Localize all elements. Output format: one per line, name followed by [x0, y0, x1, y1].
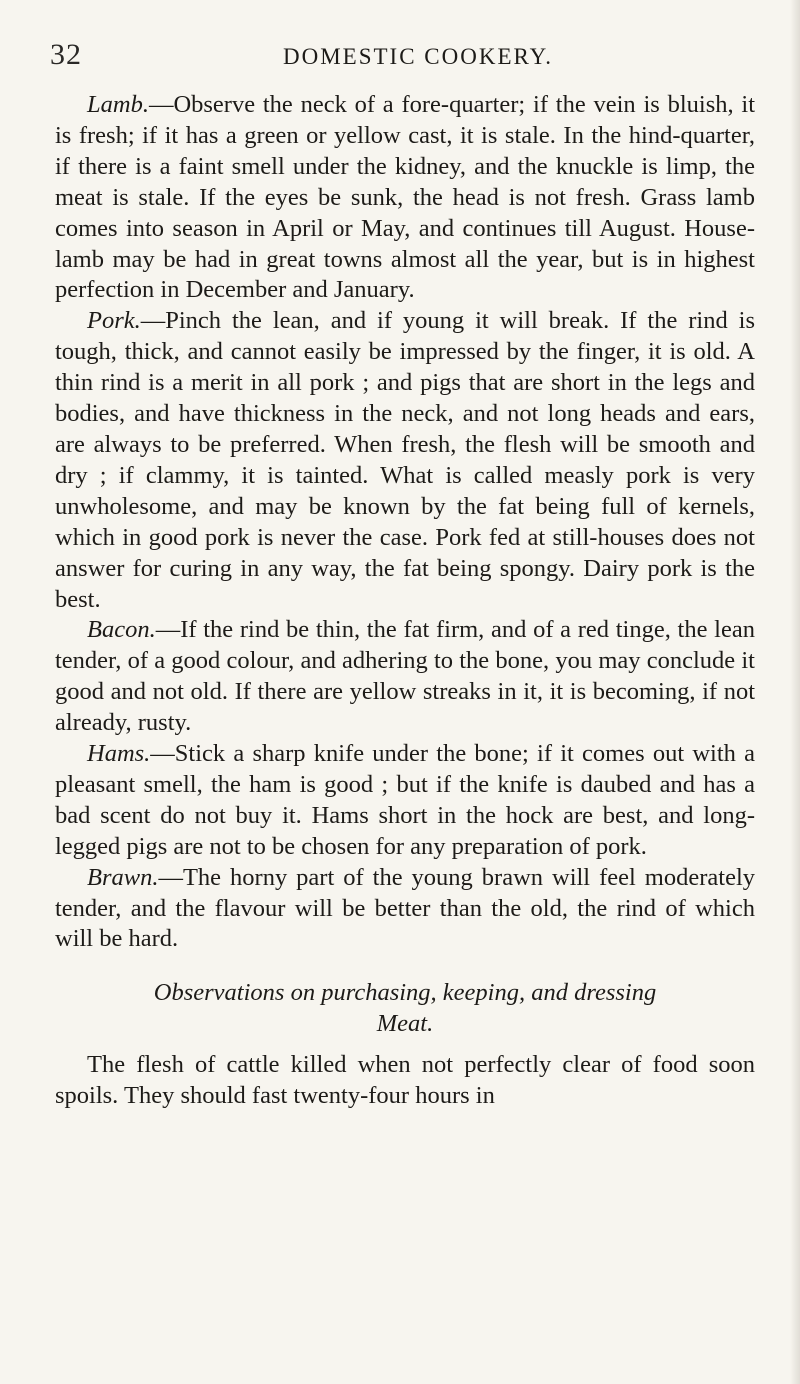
paragraph-brawn: [55, 863, 755, 956]
paragraph-hams: [55, 739, 755, 863]
term-hams: Hams.: [87, 740, 151, 768]
paragraph-pork: [55, 306, 755, 615]
paragraph-bacon: [55, 615, 755, 739]
page-number: 32: [50, 38, 82, 71]
paragraph-lamb: [55, 90, 755, 306]
term-pork: Pork.: [87, 307, 141, 335]
paragraph-bacon-text: —If the rind be thin, the fat firm, and of a red tinge, the lean tender, of a good colour, and adhering to the bone, you may conclude it good and not old. If there are yellow streaks in it, it is becoming, if not already, rusty.: [55, 616, 755, 737]
running-head: DOMESTIC COOKERY.: [283, 44, 553, 69]
paragraph-closing: The flesh of cattle killed when not perfectly clear of food soon spoils. They should fast twenty-four hours in: [55, 1051, 755, 1110]
term-bacon: Bacon.: [87, 616, 156, 644]
paragraph-pork-text: —Pinch the lean, and if young it will break. If the rind is tough, thick, and cannot easily be impressed by the finger, it is old. A thin rind is a merit in all pork ; and pigs that are short in the legs and bodies, and have thickness in the neck, and not long heads and ears, are always to be preferred. When fresh, the flesh will be smooth and dry ; if clammy, it is tainted. What is called measly pork is very unwholesome, and may be known by the fat being full of kernels, which in good pork is never the case. Pork fed at still-houses does not answer for curing in any way, the fat being spongy. Dairy pork is the best.: [55, 307, 755, 613]
term-lamb: Lamb.: [87, 91, 149, 118]
page-edge-shadow: [790, 0, 800, 1384]
section-heading: [55, 978, 755, 1040]
body-text: [55, 90, 755, 1112]
page-header: [0, 38, 800, 78]
section-heading-line-2: Meat.: [376, 1010, 434, 1038]
term-brawn: Brawn.: [87, 863, 159, 891]
paragraph-brawn-text: —The horny part of the young brawn will feel moderately tender, and the flavour will be better than the old, the rind of which will be hard.: [55, 863, 755, 953]
paragraph-hams-text: —Stick a sharp knife under the bone; if it comes out with a pleasant smell, the ham is good ; but if the knife is daubed and has a bad scent do not buy it. Hams short in the hock are best, and long-legged pigs are not to be chosen for any preparation of pork.: [55, 740, 755, 860]
section-heading-line-1: Observations on purchasing, keeping, and dressing: [153, 979, 657, 1007]
paragraph-lamb-text: —Observe the neck of a fore-quarter; if the vein is bluish, it is fresh; if it has a green or yellow cast, it is stale. In the hind-quarter, if there is a faint smell under the kidney, and the knuckle is limp, the meat is stale. If the eyes be sunk, the head is not fresh. Grass lamb comes into season in April or May, and continues till August. House-lamb may be had in great towns almost all the year, but is in highest perfection in December and January.: [55, 91, 755, 304]
